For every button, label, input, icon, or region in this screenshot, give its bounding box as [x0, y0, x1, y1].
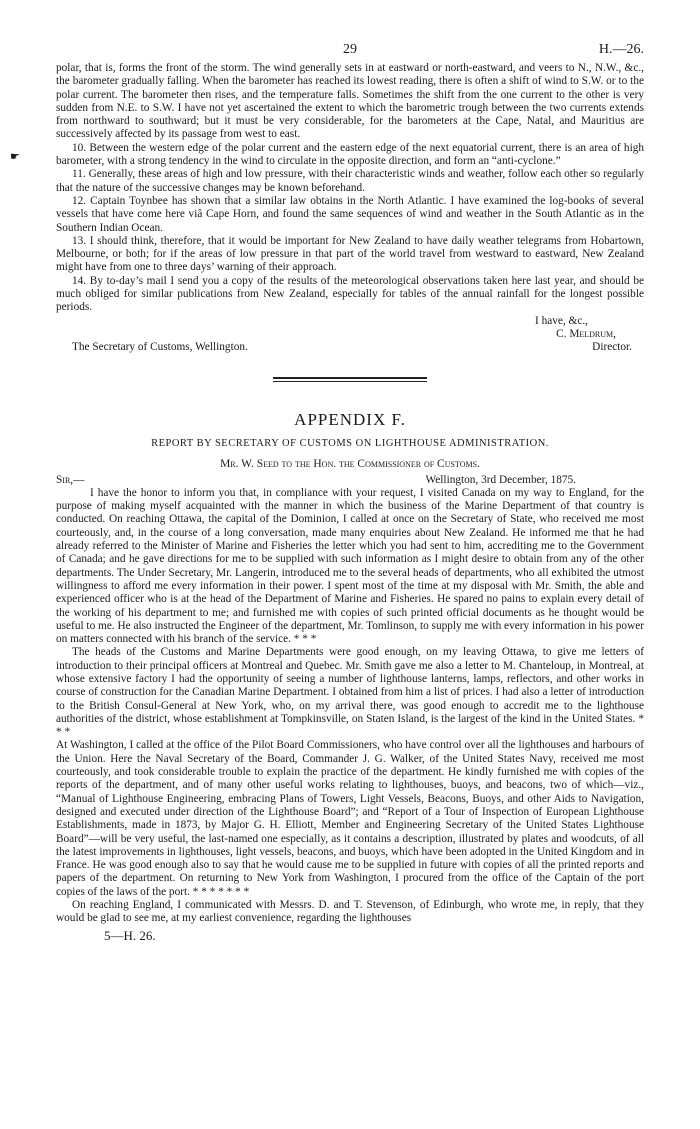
report-paragraph: On reaching England, I communicated with Messrs. D. and T. Stevenson, of Edinburgh, who wrote me, in reply, that they would be glad to see me, at my earliest convenience, regarding the lighthouses [56, 899, 644, 925]
section-divider [273, 377, 427, 382]
pointing-hand-icon: ☛ [10, 151, 20, 163]
closing: I have, &c., [534, 314, 588, 327]
letter-paragraph: 12. Captain Toynbee has shown that a similar law obtains in the North Atlantic. I have examined the log-books of several vessels that have come here viâ Cape Horn, and found the same sequences of wind and weather in the South Atlantic as in the Southern Indian Ocean. [56, 194, 644, 234]
letter-signature-block [56, 315, 644, 355]
letter-paragraph: 10. Between the western edge of the polar current and the eastern edge of the next equatorial current, there is an area of high barometer, with a strong tendency in the wind to circulate in the opposite direction, and form an “anti-cyclone.” [56, 141, 644, 168]
report-paragraph: The heads of the Customs and Marine Departments were good enough, on my leaving Ottawa, to give me letters of introduction to their principal officers at Montreal and Quebec. Mr. Smith gave me also a letter to M. Chanteloup, in Montreal, at whose extensive factory I had the opportunity of seeing a number of lighthouse lanterns, lamps, reflectors, and other works in course of construction for the Canadian Marine Department. I obtained from him a list of prices. I had also a letter of introduction to the British Consul-General at New York, who, on my arrival there, was good enough to accredit me to the lighthouse authorities of the district, whose establishment at Tompkinsville, on Staten Island, is the largest of the kind in the United States. * * * [56, 646, 644, 739]
letter-paragraph: 14. By to-day’s mail I send you a copy of the results of the meteorological observations taken here last year, and should be much obliged for similar publications from New Zealand, especially for tables of the annual rainfall for the longest possible periods. [56, 274, 644, 314]
page-header [56, 42, 644, 62]
salutation: Sir,— [56, 473, 85, 486]
addressee: The Secretary of Customs, Wellington. [72, 341, 248, 354]
signature: C. Meldrum, [556, 327, 616, 340]
letter-paragraph: 13. I should think, therefore, that it would be important for New Zealand to have daily weather telegrams from Hobartown, Melbourne, or both; for if the areas of low pressure in that part of the world travel from westward to eastward, New Zealand might have from one to three days’ warning of their approach. [56, 234, 644, 274]
appendix-title: APPENDIX F. [294, 409, 406, 429]
salutation-row [56, 474, 644, 487]
appendix-subtitle: REPORT BY SECRETARY OF CUSTOMS ON LIGHTHOUSE ADMINISTRATION. [151, 437, 549, 449]
letter-heading: Mr. W. Seed to the Hon. the Commissioner of Customs. [220, 457, 480, 470]
letter-paragraph: 11. Generally, these areas of high and low pressure, with their characteristic winds and weather, follow each other so regularly that the nature of the successive changes may be known beforehand. [56, 168, 644, 194]
document-page [56, 42, 644, 944]
printer-signature-mark: 5—H. 26. [104, 927, 156, 943]
report-paragraph: I have the honor to inform you that, in compliance with your request, I visited Canada on my way to England, for the purpose of making myself acquainted with the manner in which the business of the Marine Department of that country is conducted. On reaching Ottawa, the capital of the Dominion, I called at once on the Secretary of State, who received me most courteously, and, in the course of a long conversation, made many enquiries about New Zealand. He informed me that he had already referred to the Minister of Marine and Fisheries the letter which you had sent to him, accrediting me to the Government of Canada; and he gave directions for me to be supplied with such information as I might desire to obtain from any of the other departments. The Under Secretary, Mr. Langerin, introduced me to the several heads of departments, who all exhibited the utmost willingness to afford me every information in their power. I spent most of the time at my disposal with Mr. Smith, the able and experienced officer who is at the head of the Department of Marine and Fisheries. He spared no pains to explain every detail of the working of his department to me; and furnished me with copies of such printed official documents as he thought would be useful to me. He also instructed the Engineer of the department, Mr. Tomlinson, to supply me with every information in his power on matters connected with his branch of the service. * * * [56, 486, 644, 646]
page-number: 29 [343, 42, 357, 57]
report-paragraph: At Washington, I called at the office of the Pilot Board Commissioners, who have control over all the lighthouses and harbours of the Union. Here the Naval Secretary of the Board, Commander J. G. Walker, of the United States Navy, received me most courteously, and took considerable trouble to explain the practice of the department. He kindly furnished me with copies of the reports of the department, and of many other useful works relating to lighthouses, buoys, and beacons, two of which—viz., “Manual of Lighthouse Engineering, embracing Plans of Towers, Light Vessels, Beacons, Buoys, and other Aids to Navigation, designed and executed under direction of the Lighthouse Board”; and “Report of a Tour of Inspection of European Lighthouse Establishments, made in 1873, by Major G. H. Elliott, Member and Engineering Secretary of the United States Lighthouse Board”—will be very useful, the last-named one especially, as it contains a description, illustrated by plates and woodcuts, of all the latest improvements in lighthouses, light vessels, beacons, and buoys, which have been adopted in the United Kingdom and in France. He was good enough also to say that he would cause me to be supplied in future with copies of all the printed reports and papers of the department. On returning to New York from Washington, I procured from the office of the Captain of the port copies of the laws of the port. * * * * * * * [56, 739, 644, 898]
letter-date: Wellington, 3rd December, 1875. [425, 473, 576, 486]
signatory-title: Director. [592, 341, 632, 354]
letter-paragraph: polar, that is, forms the front of the storm. The wind generally sets in at eastward or north-eastward, and veers to N., N.W., &c., the barometer gradually falling. When the barometer has reached its lowest reading, there is often a shift of wind to S.W. or to the polar current. The barometer then rises, and the temperature falls. Sometimes the shift from the one current to the other is very sudden from N.E. to S.W. I have not yet ascertained the extent to which the barometric trough between the two currents extends from northward to southward; but it must be very considerable, for the barometers at the Cape, Natal, and Mauritius are successively affected by its passage from west to east. [56, 62, 644, 141]
document-reference: H.—26. [598, 42, 644, 57]
